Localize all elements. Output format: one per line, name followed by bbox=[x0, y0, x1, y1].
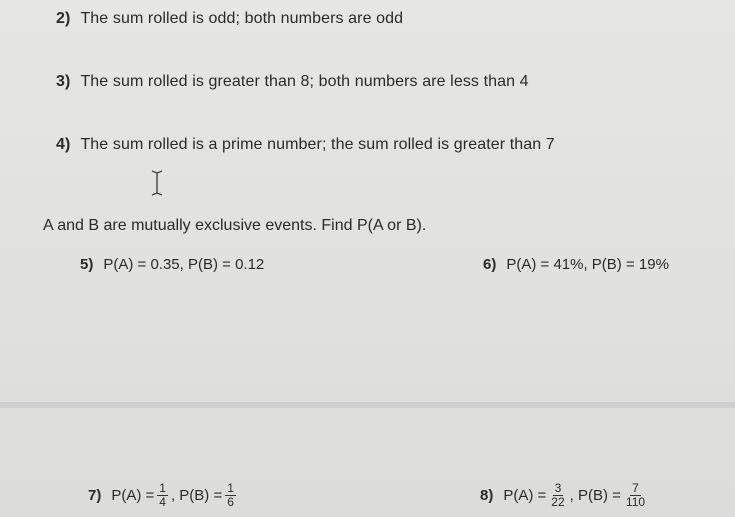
numerator: 1 bbox=[159, 481, 166, 495]
pb-label: , P(B) = bbox=[170, 487, 223, 504]
numerator: 1 bbox=[227, 481, 234, 495]
problem-text: The sum rolled is greater than 8; both numbers are less than 4 bbox=[80, 73, 529, 90]
pb-fraction bbox=[624, 482, 647, 509]
text-cursor-icon bbox=[150, 170, 164, 196]
page-divider bbox=[0, 402, 735, 408]
problem-8 bbox=[480, 482, 650, 509]
problem-7 bbox=[88, 482, 239, 509]
problem-number: 8) bbox=[480, 487, 494, 504]
problem-expression: P(A) = 0.35, P(B) = 0.12 bbox=[103, 256, 265, 273]
problem-text: The sum rolled is a prime number; the sum rolled is greater than 7 bbox=[80, 136, 555, 153]
problem-number: 4) bbox=[56, 136, 71, 153]
problem-number: 7) bbox=[88, 487, 102, 504]
problem-3 bbox=[56, 73, 529, 91]
denominator: 4 bbox=[159, 495, 166, 509]
pa-label: P(A) = bbox=[503, 487, 547, 504]
problem-expression: P(A) = 41%, P(B) = 19% bbox=[506, 256, 669, 273]
problem-number: 6) bbox=[483, 256, 497, 273]
problem-4 bbox=[56, 136, 555, 154]
problem-2 bbox=[56, 10, 403, 28]
pa-fraction bbox=[549, 482, 566, 509]
problem-text: The sum rolled is odd; both numbers are odd bbox=[80, 10, 404, 27]
problem-number: 5) bbox=[80, 256, 94, 273]
problem-5 bbox=[80, 256, 264, 273]
pa-fraction bbox=[157, 482, 168, 509]
pb-label: , P(B) = bbox=[569, 487, 621, 504]
problem-6 bbox=[483, 256, 669, 273]
denominator: 110 bbox=[625, 495, 646, 509]
problem-number: 3) bbox=[56, 73, 71, 90]
problem-number: 2) bbox=[56, 10, 71, 27]
pb-fraction bbox=[225, 482, 236, 509]
numerator: 3 bbox=[554, 481, 562, 495]
pa-label: P(A) = bbox=[111, 487, 155, 504]
denominator: 22 bbox=[551, 495, 565, 509]
instruction-text: A and B are mutually exclusive events. Find P(A or B). bbox=[43, 217, 427, 234]
denominator: 6 bbox=[227, 495, 234, 509]
numerator: 7 bbox=[632, 481, 639, 495]
